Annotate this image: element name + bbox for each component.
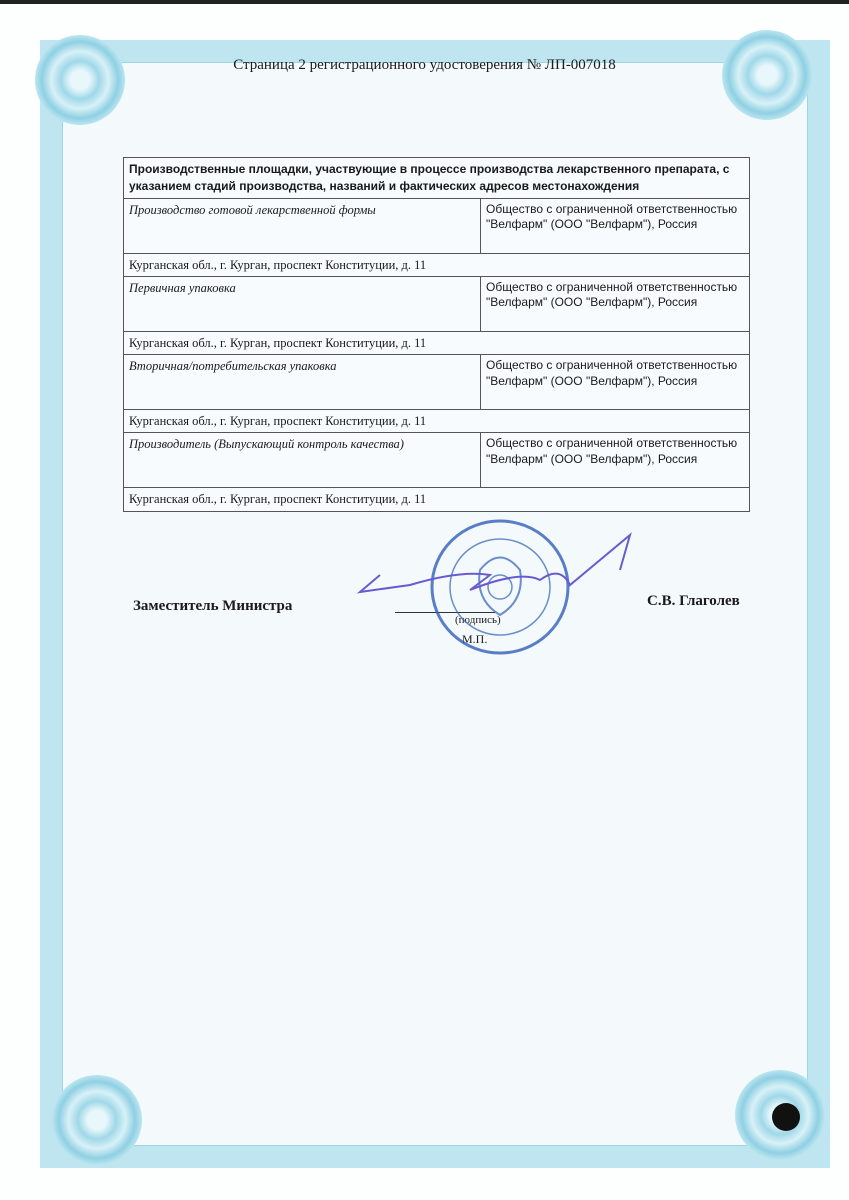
stage-cell: Производство готовой лекарственной формы — [124, 198, 481, 253]
seal-mark: М.П. — [462, 632, 488, 646]
signatory-name: С.В. Глаголев — [647, 593, 740, 609]
corner-rosette-icon — [35, 35, 125, 125]
address-cell: Курганская обл., г. Курган, проспект Конституции, д. 11 — [124, 253, 750, 276]
production-sites-table — [123, 157, 750, 512]
address-cell: Курганская обл., г. Курган, проспект Конституции, д. 11 — [124, 410, 750, 433]
stage-cell: Первичная упаковка — [124, 276, 481, 331]
signatory-role: Заместитель Министра — [133, 598, 293, 614]
punch-hole — [772, 1103, 800, 1131]
organization-cell: Общество с ограниченной ответственностью "Велфарм" (ООО "Велфарм"), Россия — [481, 355, 750, 410]
organization-cell: Общество с ограниченной ответственностью "Велфарм" (ООО "Велфарм"), Россия — [481, 198, 750, 253]
address-cell: Курганская обл., г. Курган, проспект Конституции, д. 11 — [124, 331, 750, 354]
scan-edge — [0, 0, 849, 4]
page-title: Страница 2 регистрационного удостоверения № ЛП-007018 — [233, 57, 616, 73]
handwritten-signature — [340, 530, 640, 610]
table-heading: Производственные площадки, участвующие в процессе производства лекарственного препарата, с указанием стадий производства, названий и фактических адресов местонахождения — [124, 158, 750, 199]
stage-cell: Вторичная/потребительская упаковка — [124, 355, 481, 410]
table-row — [124, 276, 750, 331]
stage-cell: Производитель (Выпускающий контроль качества) — [124, 433, 481, 488]
corner-rosette-icon — [722, 30, 812, 120]
table-row — [124, 355, 750, 410]
organization-cell: Общество с ограниченной ответственностью "Велфарм" (ООО "Велфарм"), Россия — [481, 276, 750, 331]
table-row — [124, 433, 750, 488]
signature-hint: (подпись) — [455, 614, 501, 626]
address-cell: Курганская обл., г. Курган, проспект Конституции, д. 11 — [124, 488, 750, 511]
organization-cell: Общество с ограниченной ответственностью "Велфарм" (ООО "Велфарм"), Россия — [481, 433, 750, 488]
corner-rosette-icon — [52, 1075, 142, 1165]
table-row — [124, 198, 750, 253]
